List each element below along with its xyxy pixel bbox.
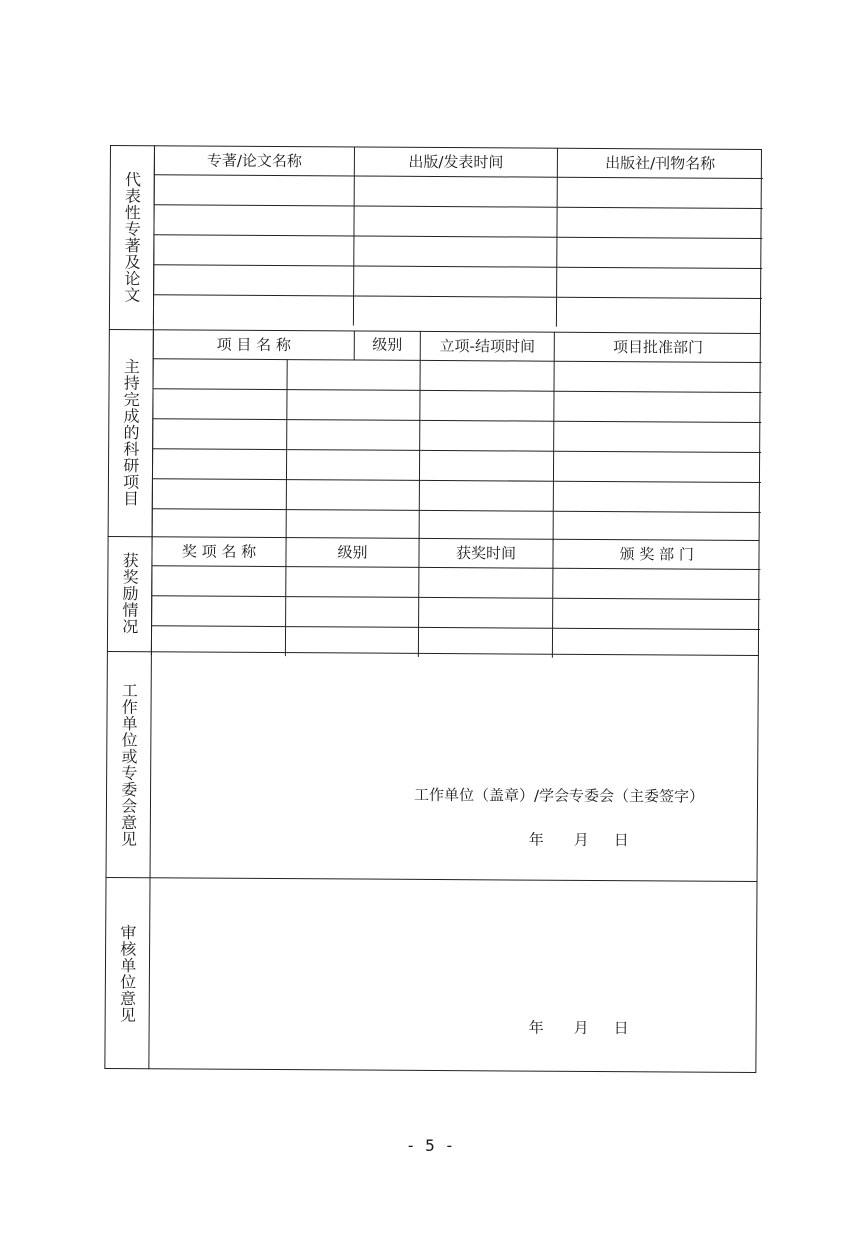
opinion-input-area[interactable] [150,651,759,881]
table-row [152,596,760,630]
awards-label: 获奖励情况 [119,552,140,635]
opinion-section [106,651,759,881]
column-header: 出版/发表时间 [354,146,557,177]
table-row [153,295,761,328]
review-date [529,1017,630,1039]
column-header: 颁 奖 部 门 [553,539,760,570]
opinion-label: 工作单位或专委会意见 [118,681,139,847]
table-cell[interactable] [153,359,287,390]
table-cell[interactable] [152,566,286,597]
table-cell[interactable] [153,419,287,450]
table-cell[interactable] [557,237,762,268]
table-row [154,235,762,269]
awards-table [151,536,760,659]
column-header-project-name: 项 目 名 称 [216,335,291,355]
table-cell[interactable] [554,391,761,422]
table-cell[interactable] [287,360,420,391]
publications-table [153,145,763,328]
page-number: - 5 - [405,1136,455,1155]
table-row [154,205,762,239]
column-header: 专著/论文名称 [154,145,354,176]
table-row [153,389,761,423]
table-cell[interactable] [152,449,286,480]
table-cell[interactable] [553,481,760,512]
table-cell[interactable] [286,450,419,481]
table-cell[interactable] [420,420,554,451]
table-cell[interactable] [153,389,287,420]
projects-section [108,329,761,540]
table-cell[interactable] [154,175,354,206]
table-cell[interactable] [287,420,420,451]
table-cell[interactable] [420,390,554,421]
table-row [152,449,760,483]
table-row [153,419,761,453]
table-cell[interactable] [419,480,553,511]
table-cell[interactable] [286,480,419,511]
table-row [152,479,760,513]
column-header: 项目批准部门 [554,332,761,363]
column-header: 立项-结项时间 [420,331,554,361]
projects-label: 主持完成的科研项目 [120,358,141,507]
table-cell[interactable] [420,360,554,391]
application-form [104,145,762,1073]
publications-label: 代表性专著及论文 [121,171,142,304]
table-cell[interactable] [557,267,762,298]
table-cell[interactable] [557,207,762,238]
table-cell[interactable] [554,361,761,392]
table-cell[interactable] [554,421,761,452]
table-cell[interactable] [353,296,556,327]
table-row [154,265,762,299]
table-cell[interactable] [553,451,760,482]
column-header: 奖 项 名 称 [152,536,286,566]
table-cell[interactable] [152,509,286,539]
table-cell[interactable] [152,596,286,627]
date-month: 月 [573,1018,590,1037]
signature-line: 工作单位（盖章）/学会专委会（主委签字） [413,785,705,806]
date-day: 日 [613,1019,630,1038]
table-cell[interactable] [354,236,557,267]
table-row [153,359,761,393]
table-cell[interactable] [354,176,557,207]
table-cell[interactable] [419,567,553,598]
table-cell[interactable] [154,235,354,266]
table-cell[interactable] [152,479,286,510]
table-cell[interactable] [286,567,419,598]
column-header: 获奖时间 [419,538,553,568]
review-label: 审核单位意见 [117,923,137,1023]
opinion-date [529,829,630,851]
awards-section [107,536,760,655]
table-cell[interactable] [286,597,419,628]
column-header: 出版社/刊物名称 [557,148,762,179]
table-cell[interactable] [286,510,419,540]
table-header-row [154,145,762,178]
publications-section [109,145,762,333]
table-row [154,175,762,209]
table-cell[interactable] [287,390,420,421]
date-month: 月 [573,830,590,849]
table-cell[interactable] [419,450,553,481]
table-cell[interactable] [419,597,553,628]
table-header-row [153,329,761,362]
table-cell[interactable] [354,206,557,237]
table-cell[interactable] [154,205,354,236]
date-day: 日 [613,831,630,850]
table-cell[interactable] [153,295,353,326]
projects-table [152,329,762,542]
column-header [153,329,420,360]
table-cell[interactable] [553,511,760,542]
table-cell[interactable] [419,510,553,540]
table-cell[interactable] [556,297,761,328]
review-section [104,877,757,1073]
table-row [152,566,760,600]
table-header-row [152,536,760,569]
table-cell[interactable] [553,598,760,629]
table-cell[interactable] [154,265,354,296]
column-header: 级别 [286,537,419,567]
table-cell[interactable] [553,568,760,599]
table-cell[interactable] [354,266,557,297]
table-cell[interactable] [557,177,762,208]
date-year: 年 [528,1018,545,1037]
date-year: 年 [528,830,545,849]
review-input-area[interactable] [148,877,757,1073]
column-header-level: 级别 [354,330,420,359]
